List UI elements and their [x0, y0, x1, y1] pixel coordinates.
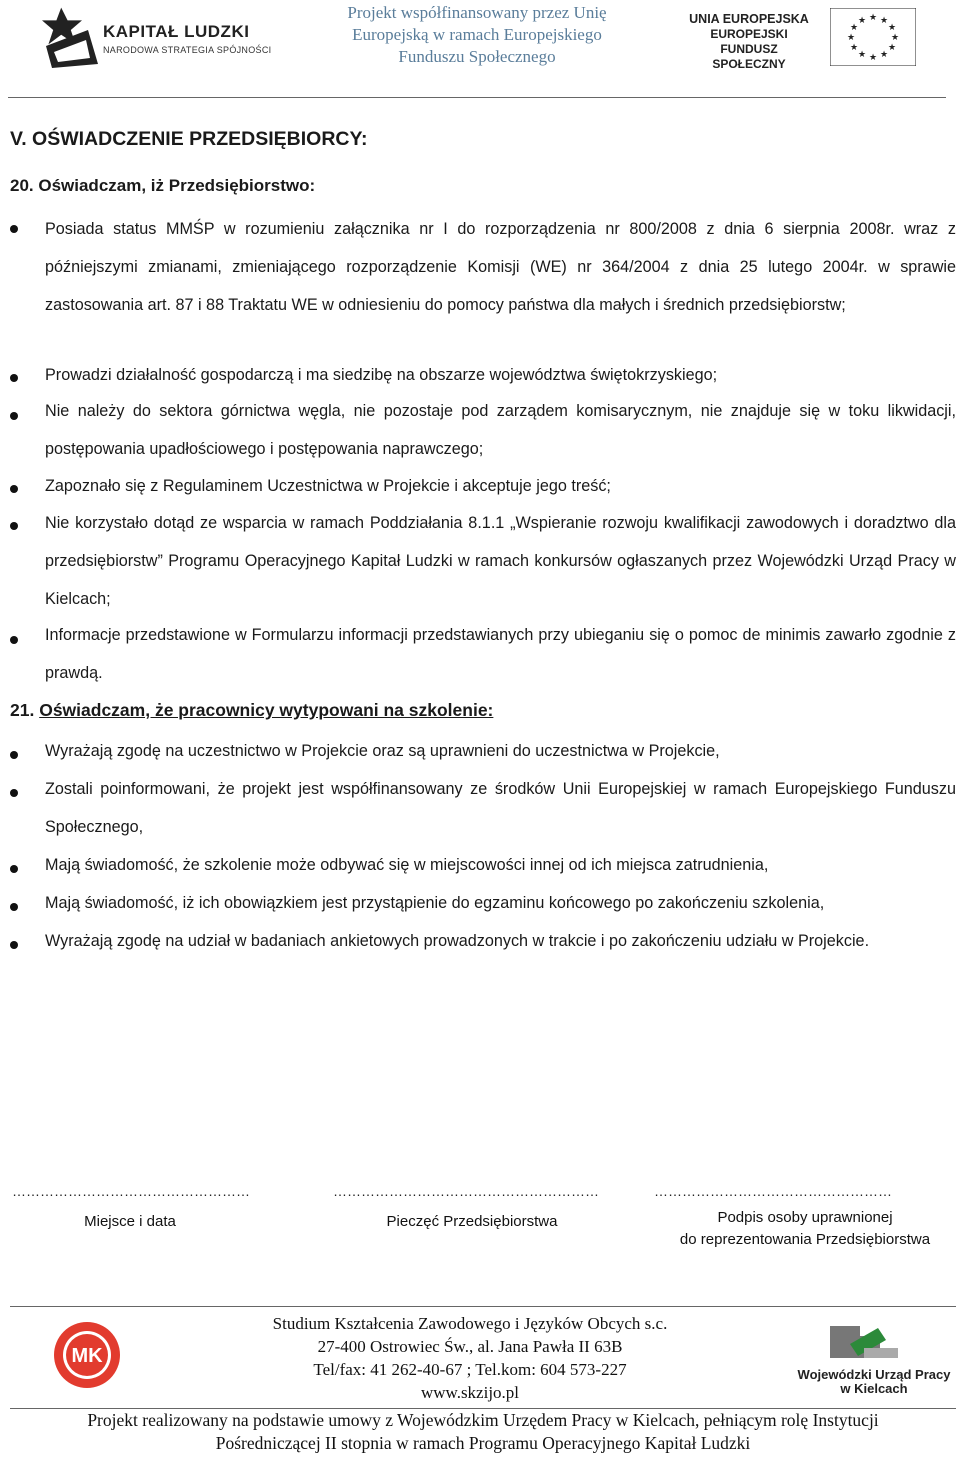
svg-text:★: ★: [879, 50, 889, 60]
item-20-bullet-2: Prowadzi działalność gospodarczą i ma siedzibę na obszarze województwa świętokrzyskiego;: [45, 366, 718, 384]
section-title: V. OŚWIADCZENIE PRZEDSIĘBIORCY:: [10, 128, 368, 150]
label-signature-line-1: Podpis osoby uprawnionej: [717, 1209, 893, 1226]
svg-text:★: ★: [846, 33, 856, 43]
kapital-ludzki-logo: [38, 2, 298, 74]
item-20-bullet-6: Informacje przedstawione w Formularzu informacji przedstawianych przy ubieganiu się o pomoc de minimis zawarło zgodnie z prawdą.: [45, 626, 956, 682]
item-20-heading: 20. Oświadczam, iż Przedsiębiorstwo:: [10, 176, 316, 195]
bullet-dot: [10, 789, 18, 797]
footer-divider: [10, 1306, 956, 1307]
bullet-dot: [10, 374, 18, 382]
eu-line-2: EUROPEJSKI: [710, 27, 788, 41]
kapital-ludzki-name: KAPITAŁ LUDZKI: [103, 22, 250, 41]
kapital-ludzki-subtitle: NARODOWA STRATEGIA SPÓJNOŚCI: [103, 45, 272, 55]
bullet-dot: [10, 865, 18, 873]
project-funding-note: [10, 1409, 956, 1455]
wup-logo-text: [786, 1368, 960, 1396]
eu-logo-text: [684, 12, 814, 72]
bullet-dot: [10, 485, 18, 493]
label-signature-line-2: do reprezentowania Przedsiębiorstwa: [679, 1231, 931, 1248]
bullet-dot: [10, 903, 18, 911]
school-name: Studium Kształcenia Zawodowego i Języków Obcych s.c.: [272, 1314, 668, 1333]
item-20-bullet-5: Nie korzystało dotąd ze wsparcia w ramach Poddziałania 8.1.1 „Wspieranie rozwoju kwalifikacji zawodowych i doradztwo dla przedsiębiorstw” Programu Operacyjnego Kapitał Ludzki w ramach konkursów ogłaszanych przez Wojewódzki Urząd Pracy w Kielcach;: [45, 514, 956, 608]
svg-text:★: ★: [890, 33, 900, 43]
item-21-bullet-5: Wyrażają zgodę na udział w badaniach ankietowych prowadzonych w trakcie i po zakończeniu udziału w Projekcie.: [45, 932, 870, 950]
item-20-bullet-1: Posiada status MMŚP w rozumieniu załącznika nr I do rozporządzenia nr 800/2008 z dnia 6 sierpnia 2008r. wraz z późniejszymi zmianami, zmieniającego rozporządzenie Komisji (WE) nr 364/2004 z dnia 25 lutego 2004r. w sprawie zastosowania art. 87 i 88 Traktatu WE w odniesieniu do pomocy państwa dla małych i średnich przedsiębiorstw;: [45, 220, 956, 314]
label-place-date: Miejsce i data: [84, 1213, 176, 1230]
item-21-bullet-2: Zostali poinformowani, że projekt jest współfinansowany ze środków Unii Europejskiej w ramach Europejskiego Funduszu Społecznego,: [45, 780, 956, 836]
bullet-dot: [10, 751, 18, 759]
school-address: 27-400 Ostrowiec Św., al. Jana Pawła II 63B: [317, 1337, 623, 1356]
item-20-bullet-3: Nie należy do sektora górnictwa węgla, nie pozostaje pod zarządem komisarycznym, nie znajduje się w toku likwidacji, postępowania upadłościowego i postępowania naprawczego;: [45, 402, 956, 458]
wup-line-1: Wojewódzki Urząd Pracy: [797, 1367, 951, 1382]
label-company-stamp: Pieczęć Przedsiębiorstwa: [386, 1213, 558, 1230]
wup-logo-icon: [820, 1318, 910, 1366]
school-address-block: [210, 1312, 730, 1404]
signature-line-place-date: ……………………………………………: [12, 1183, 250, 1199]
header-divider: [8, 97, 946, 98]
signature-line-stamp: …………………………………………………: [333, 1183, 599, 1199]
svg-text:★: ★: [868, 13, 878, 23]
item-21-bullet-1: Wyrażają zgodę na uczestnictwo w Projekcie oraz są uprawnieni do uczestnictwa w Projekcie,: [45, 742, 720, 760]
svg-text:★: ★: [857, 50, 867, 60]
project-line-2: Europejską w ramach Europejskiego: [352, 25, 602, 44]
eu-line-3: FUNDUSZ SPOŁECZNY: [712, 42, 786, 71]
bullet-dot: [10, 412, 18, 420]
bullet-dot: [10, 225, 18, 233]
svg-text:★: ★: [868, 53, 878, 63]
wup-line-2: w Kielcach: [840, 1381, 908, 1396]
eu-line-1: UNIA EUROPEJSKA: [689, 12, 809, 26]
funding-note-line-2: Pośredniczącej II stopnia w ramach Programu Operacyjnego Kapitał Ludzki: [215, 1433, 751, 1453]
item-20-bullet-4: Zapoznało się z Regulaminem Uczestnictwa w Projekcie i akceptuje jego treść;: [45, 477, 611, 495]
mk-school-logo-icon: [52, 1320, 122, 1390]
project-line-1: Projekt współfinansowany przez Unię: [347, 3, 607, 22]
bullet-dot: [10, 636, 18, 644]
item-21-title: Oświadczam, że pracownicy wytypowani na szkolenie:: [39, 700, 494, 720]
eu-flag-icon: [830, 8, 916, 66]
bullet-dot: [10, 522, 18, 530]
svg-text:★: ★: [887, 43, 897, 53]
school-phone: Tel/fax: 41 262-40-67 ; Tel.kom: 604 573-227: [313, 1360, 627, 1379]
svg-text:★: ★: [849, 43, 859, 53]
funding-note-line-1: Projekt realizowany na podstawie umowy z Wojewódzkim Urzędem Pracy w Kielcach, pełniącym rolę Instytucji: [87, 1410, 879, 1430]
kapital-ludzki-emblem-icon: [40, 2, 100, 70]
project-cofinancing-note: [312, 2, 642, 68]
svg-text:★: ★: [857, 16, 867, 26]
project-line-3: Funduszu Społecznego: [398, 47, 556, 66]
bullet-dot: [10, 941, 18, 949]
school-website: www.skzijo.pl: [420, 1383, 520, 1402]
item-21-bullet-3: Mają świadomość, że szkolenie może odbywać się w miejscowości innej od ich miejsca zatrudnienia,: [45, 856, 769, 874]
signature-line-signature: ……………………………………………: [654, 1183, 892, 1199]
svg-text:★: ★: [879, 16, 889, 26]
svg-text:★: ★: [849, 23, 859, 33]
svg-text:★: ★: [887, 23, 897, 33]
mk-logo-text: MK: [71, 1345, 103, 1367]
item-21-heading: [10, 700, 493, 721]
item-21-bullet-4: Mają świadomość, iż ich obowiązkiem jest przystąpienie do egzaminu końcowego po zakończeniu szkolenia,: [45, 894, 825, 912]
item-21-number: 21.: [10, 700, 40, 720]
label-authorized-signature: [650, 1207, 960, 1251]
